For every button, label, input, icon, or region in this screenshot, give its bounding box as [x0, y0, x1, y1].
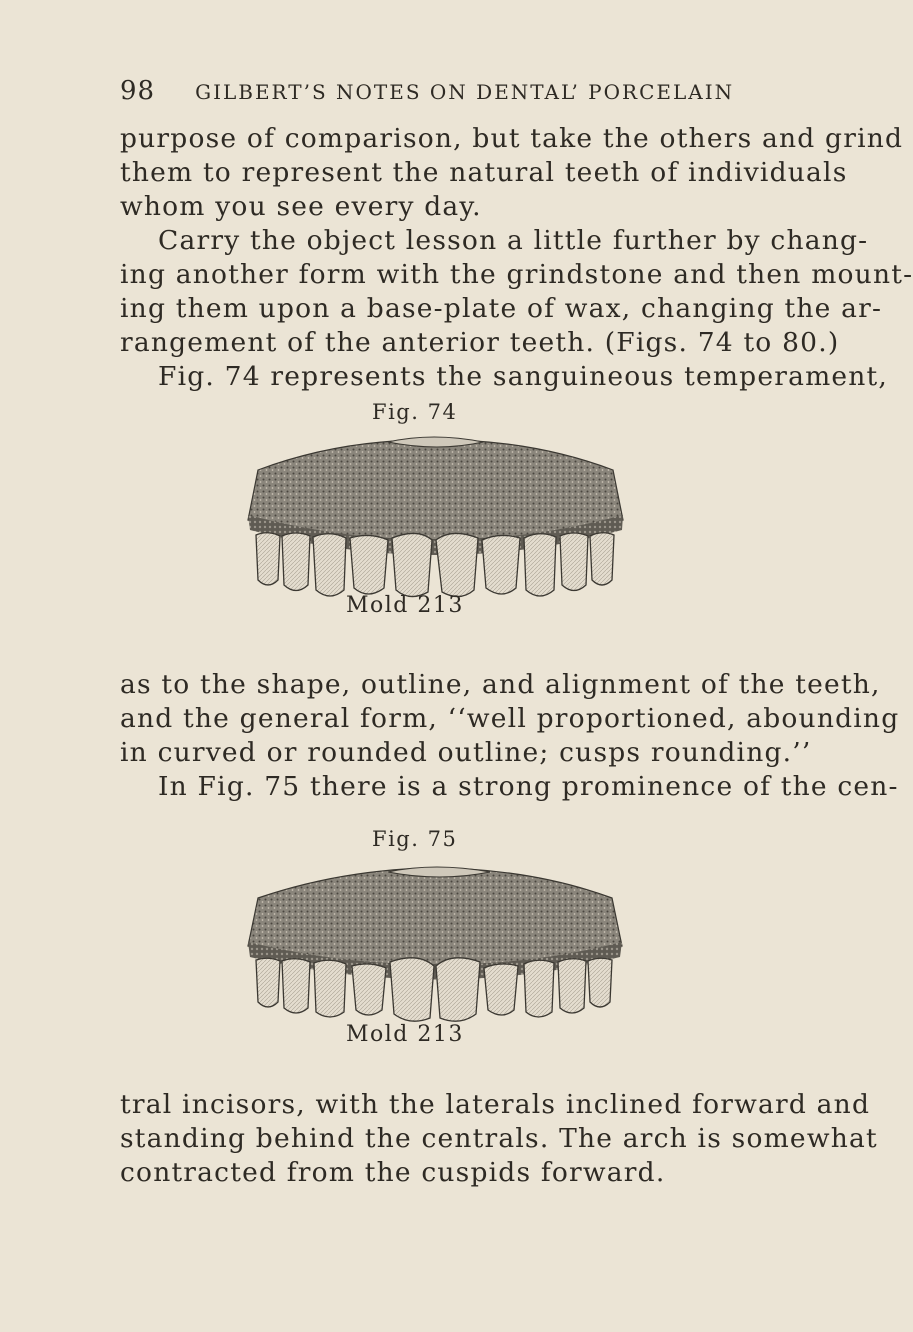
text-line: Carry the object lesson a little further by chang-	[158, 225, 869, 256]
text-line: ing another form with the grindstone and then mount-	[120, 259, 913, 290]
page-header	[120, 76, 740, 106]
page-number: 98	[120, 76, 156, 106]
text-line: ing them upon a base-plate of wax, changing the ar-	[120, 293, 883, 324]
text-line: purpose of comparison, but take the others and grind	[120, 123, 904, 154]
figure-75-mold-label: Mold 213	[346, 1022, 464, 1047]
text-line: Fig. 74 represents the sanguineous temperament,	[158, 361, 889, 392]
paragraph-2	[120, 668, 900, 804]
figure-74-caption: Fig. 74	[372, 400, 458, 424]
paragraph-3	[120, 1088, 878, 1190]
text-line: In Fig. 75 there is a strong prominence of the cen-	[158, 771, 899, 802]
text-line: standing behind the centrals. The arch is somewhat	[120, 1123, 878, 1154]
paragraph-1	[120, 122, 913, 394]
text-line: rangement of the anterior teeth. (Figs. 74 to 80.)	[120, 327, 840, 358]
running-title: GILBERT’S NOTES ON DENTAL’ PORCELAIN	[195, 80, 735, 104]
figure-74-mold-label: Mold 213	[346, 593, 464, 618]
figure-75-illustration	[240, 862, 628, 1022]
text-line: whom you see every day.	[120, 191, 482, 222]
text-line: them to represent the natural teeth of individuals	[120, 157, 848, 188]
text-line: and the general form, ‘‘well proportioned, abounding	[120, 703, 900, 734]
text-line: tral incisors, with the laterals inclined forward and	[120, 1089, 871, 1120]
text-line: as to the shape, outline, and alignment of the teeth,	[120, 669, 881, 700]
figure-74-illustration	[238, 430, 630, 600]
text-line: contracted from the cuspids forward.	[120, 1157, 666, 1188]
figure-75-caption: Fig. 75	[372, 827, 458, 851]
text-line: in curved or rounded outline; cusps rounding.’’	[120, 737, 812, 768]
